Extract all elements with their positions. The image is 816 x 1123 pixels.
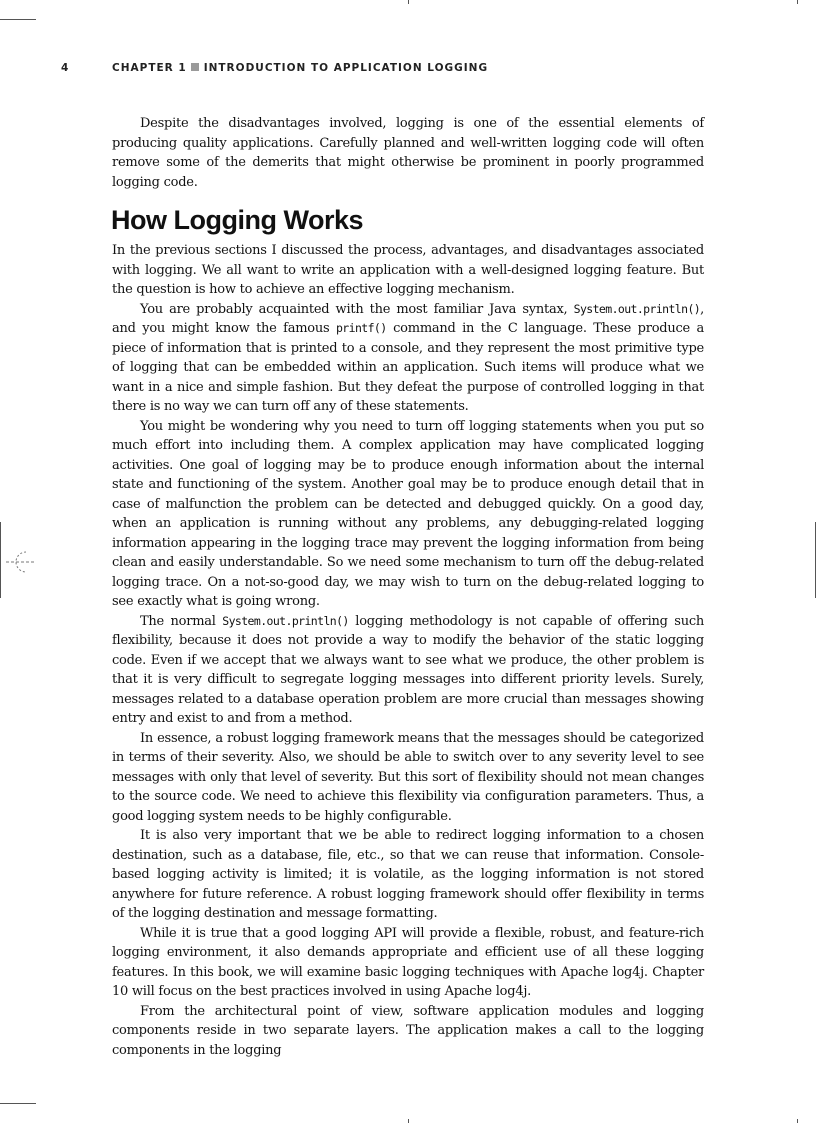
- page-number: 4: [61, 62, 70, 74]
- paragraph-6: It is also very important that we be able to redirect logging information to a chosen destination, such as a database, file, etc., so that we can reuse that information. Console-based logging activity is limited; it is volatile, as the logging information is not stored anywhere for future reference. A robust logging framework should offer flexibility in terms of the logging destination and message formatting.: [112, 828, 704, 921]
- chapter-heading: [112, 62, 488, 74]
- crop-mark-top-right: [797, 0, 798, 4]
- paragraph-2-text-a: You are probably acquainted with the most familiar Java syntax,: [140, 301, 574, 317]
- section-body: [112, 241, 704, 1060]
- paragraph-2-text-c: command in the C language. These produce a piece of information that is printed to a console, and they represent the most primitive type of logging that can be embedded within an application. Such items will produce what we want in a nice and simple fashion. But they defeat the purpose of controlled logging in that there is no way we can turn off any of these statements.: [112, 321, 704, 414]
- paragraph-4: [112, 612, 704, 729]
- crop-mark-bottom-left: [0, 1103, 36, 1104]
- paragraph-2-text-b: , and you might know the famous: [112, 301, 704, 336]
- paragraph-5: In essence, a robust logging framework means that the messages should be categorized in terms of their severity. Also, we should be able to switch over to any severity level to see messages with only that level of severity. But this sort of flexibility should not mean changes to the source code. We need to achieve this flexibility via configuration parameters. Thus, a good logging system needs to be highly configurable.: [112, 730, 704, 824]
- intro-section: [112, 114, 704, 192]
- crop-mark-top-center: [408, 0, 409, 4]
- paragraph-1: In the previous sections I discussed the process, advantages, and disadvantages associated with logging. We all want to write an application with a well-designed logging feature. But the question is how to achieve an effective logging mechanism.: [112, 243, 704, 297]
- paragraph-3: You might be wondering why you need to turn off logging statements when you put so much effort into including them. A complex application may have complicated logging activities. One goal of logging may be to produce enough information about the internal state and functioning of the system. Another goal may be to produce enough detail that in case of malfunction the problem can be detected and debugged quickly. On a good day, when an application is running without any problems, any debugging-related logging information appearing in the logging trace may prevent the logging information from being clean and easily understandable. So we need some mechanism to turn off the debug-related logging trace. On a not-so-good day, we may wish to turn on the debug-related logging to see exactly what is going wrong.: [112, 418, 704, 609]
- separator-square-icon: [191, 63, 199, 71]
- crop-mark-bottom-right: [797, 1119, 798, 1123]
- paragraph-8: From the architectural point of view, software application modules and logging components reside in two separate layers. The application makes a call to the logging components in the logging: [112, 1003, 704, 1058]
- chapter-title: INTRODUCTION TO APPLICATION LOGGING: [203, 62, 489, 74]
- running-header: [61, 62, 756, 76]
- paragraph-2: [112, 300, 704, 417]
- intro-paragraph: Despite the disadvantages involved, logging is one of the essential elements of producing quality applications. Carefully planned and well-written logging code will often remove some of the demerits that might otherwise be prominent in poorly programmed logging code.: [112, 116, 704, 190]
- inline-code-println: System.out.println(): [222, 613, 349, 628]
- crop-mark-bottom-center: [408, 1119, 409, 1123]
- registration-mark: [0, 522, 50, 602]
- chapter-label: CHAPTER 1: [112, 62, 187, 74]
- paragraph-4-text-a: The normal: [140, 613, 223, 629]
- paragraph-7: While it is true that a good logging API will provide a flexible, robust, and feature-rich logging environment, it also demands appropriate and efficient use of all these logging features. In this book, we will examine basic logging techniques with Apache log4j. Chapter 10 will focus on the best practices involved in using Apache log4j.: [112, 925, 704, 999]
- inline-code-println: System.out.println(): [573, 301, 701, 316]
- crop-mark-top-left: [0, 19, 36, 20]
- paragraph-4-text-b: logging methodology is not capable of offering such flexibility, because it does not provide a way to modify the behavior of the static logging code. Even if we accept that we always want to see what we produce, the other problem is that it is very difficult to segregate logging messages into different priority levels. Surely, messages related to a database operation problem are more crucial than messages showing entry and exist to and from a method.: [112, 613, 705, 726]
- inline-code-printf: printf(): [335, 321, 387, 335]
- section-title: How Logging Works: [111, 205, 363, 235]
